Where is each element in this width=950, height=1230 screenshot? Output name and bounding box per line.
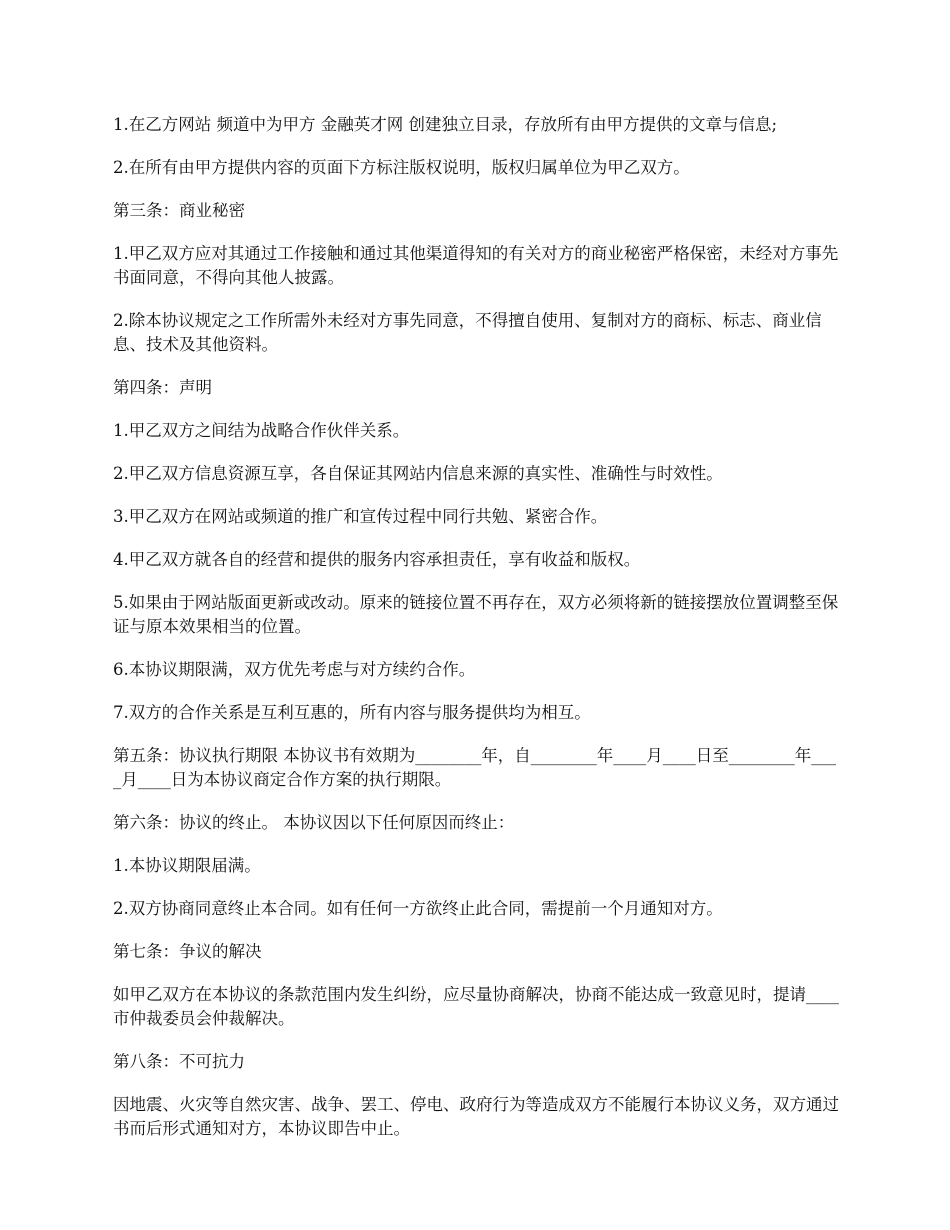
paragraph: 1.本协议期限届满。 <box>113 856 261 875</box>
paragraph: 7.双方的合作关系是互利互惠的，所有内容与服务提供均为相互。 <box>113 703 591 722</box>
paragraph: 5.如果由于网站版面更新或改动。原来的链接位置不再存在，双方必须将新的链接摆放位置调整至保证与原本效果相当的位置。 <box>113 593 839 636</box>
section-heading: 第三条：商业秘密 <box>113 201 245 220</box>
paragraph: 2.甲乙双方信息资源互享，各自保证其网站内信息来源的真实性、准确性与时效性。 <box>113 464 723 483</box>
paragraph: 3.甲乙双方在网站或频道的推广和宣传过程中同行共勉、紧密合作。 <box>113 507 608 526</box>
paragraph: 如甲乙双方在本协议的条款范围内发生纠纷，应尽量协商解决，协商不能达成一致意见时，提请____市仲裁委员会仲裁解决。 <box>113 985 839 1028</box>
paragraph: 1.甲乙双方之间结为战略合作伙伴关系。 <box>113 421 410 440</box>
section-heading: 第五条：协议执行期限 本协议书有效期为________年，自________年____月____日至________年____月____日为本协议商定合作方案的执行期限。 <box>113 746 836 789</box>
paragraph: 6.本协议期限满，双方优先考虑与对方续约合作。 <box>113 660 476 679</box>
paragraph: 2.在所有由甲方提供内容的页面下方标注版权说明，版权归属单位为甲乙双方。 <box>113 158 690 177</box>
section-heading: 第八条：不可抗力 <box>113 1052 245 1071</box>
paragraph: 4.甲乙双方就各自的经营和提供的服务内容承担责任，享有收益和版权。 <box>113 550 641 569</box>
section-heading: 第六条：协议的终止。 本协议因以下任何原因而终止： <box>113 813 515 832</box>
paragraph: 2.除本协议规定之工作所需外未经对方事先同意，不得擅自使用、复制对方的商标、标志、商业信息、技术及其他资料。 <box>113 311 822 354</box>
section-heading: 第七条：争议的解决 <box>113 942 262 961</box>
section-heading: 第四条：声明 <box>113 378 212 397</box>
document-body <box>113 113 843 1160</box>
paragraph: 因地震、火灾等自然灾害、战争、罢工、停电、政府行为等造成双方不能履行本协议义务，双方通过书而后形式通知对方，本协议即告中止。 <box>113 1095 839 1138</box>
paragraph: 1.在乙方网站 频道中为甲方 金融英才网 创建独立目录，存放所有由甲方提供的文章与信息; <box>113 115 778 134</box>
paragraph: 2.双方协商同意终止本合同。如有任何一方欲终止此合同，需提前一个月通知对方。 <box>113 899 723 918</box>
paragraph: 1.甲乙双方应对其通过工作接触和通过其他渠道得知的有关对方的商业秘密严格保密，未经对方事先书面同意，不得向其他人披露。 <box>113 244 839 287</box>
